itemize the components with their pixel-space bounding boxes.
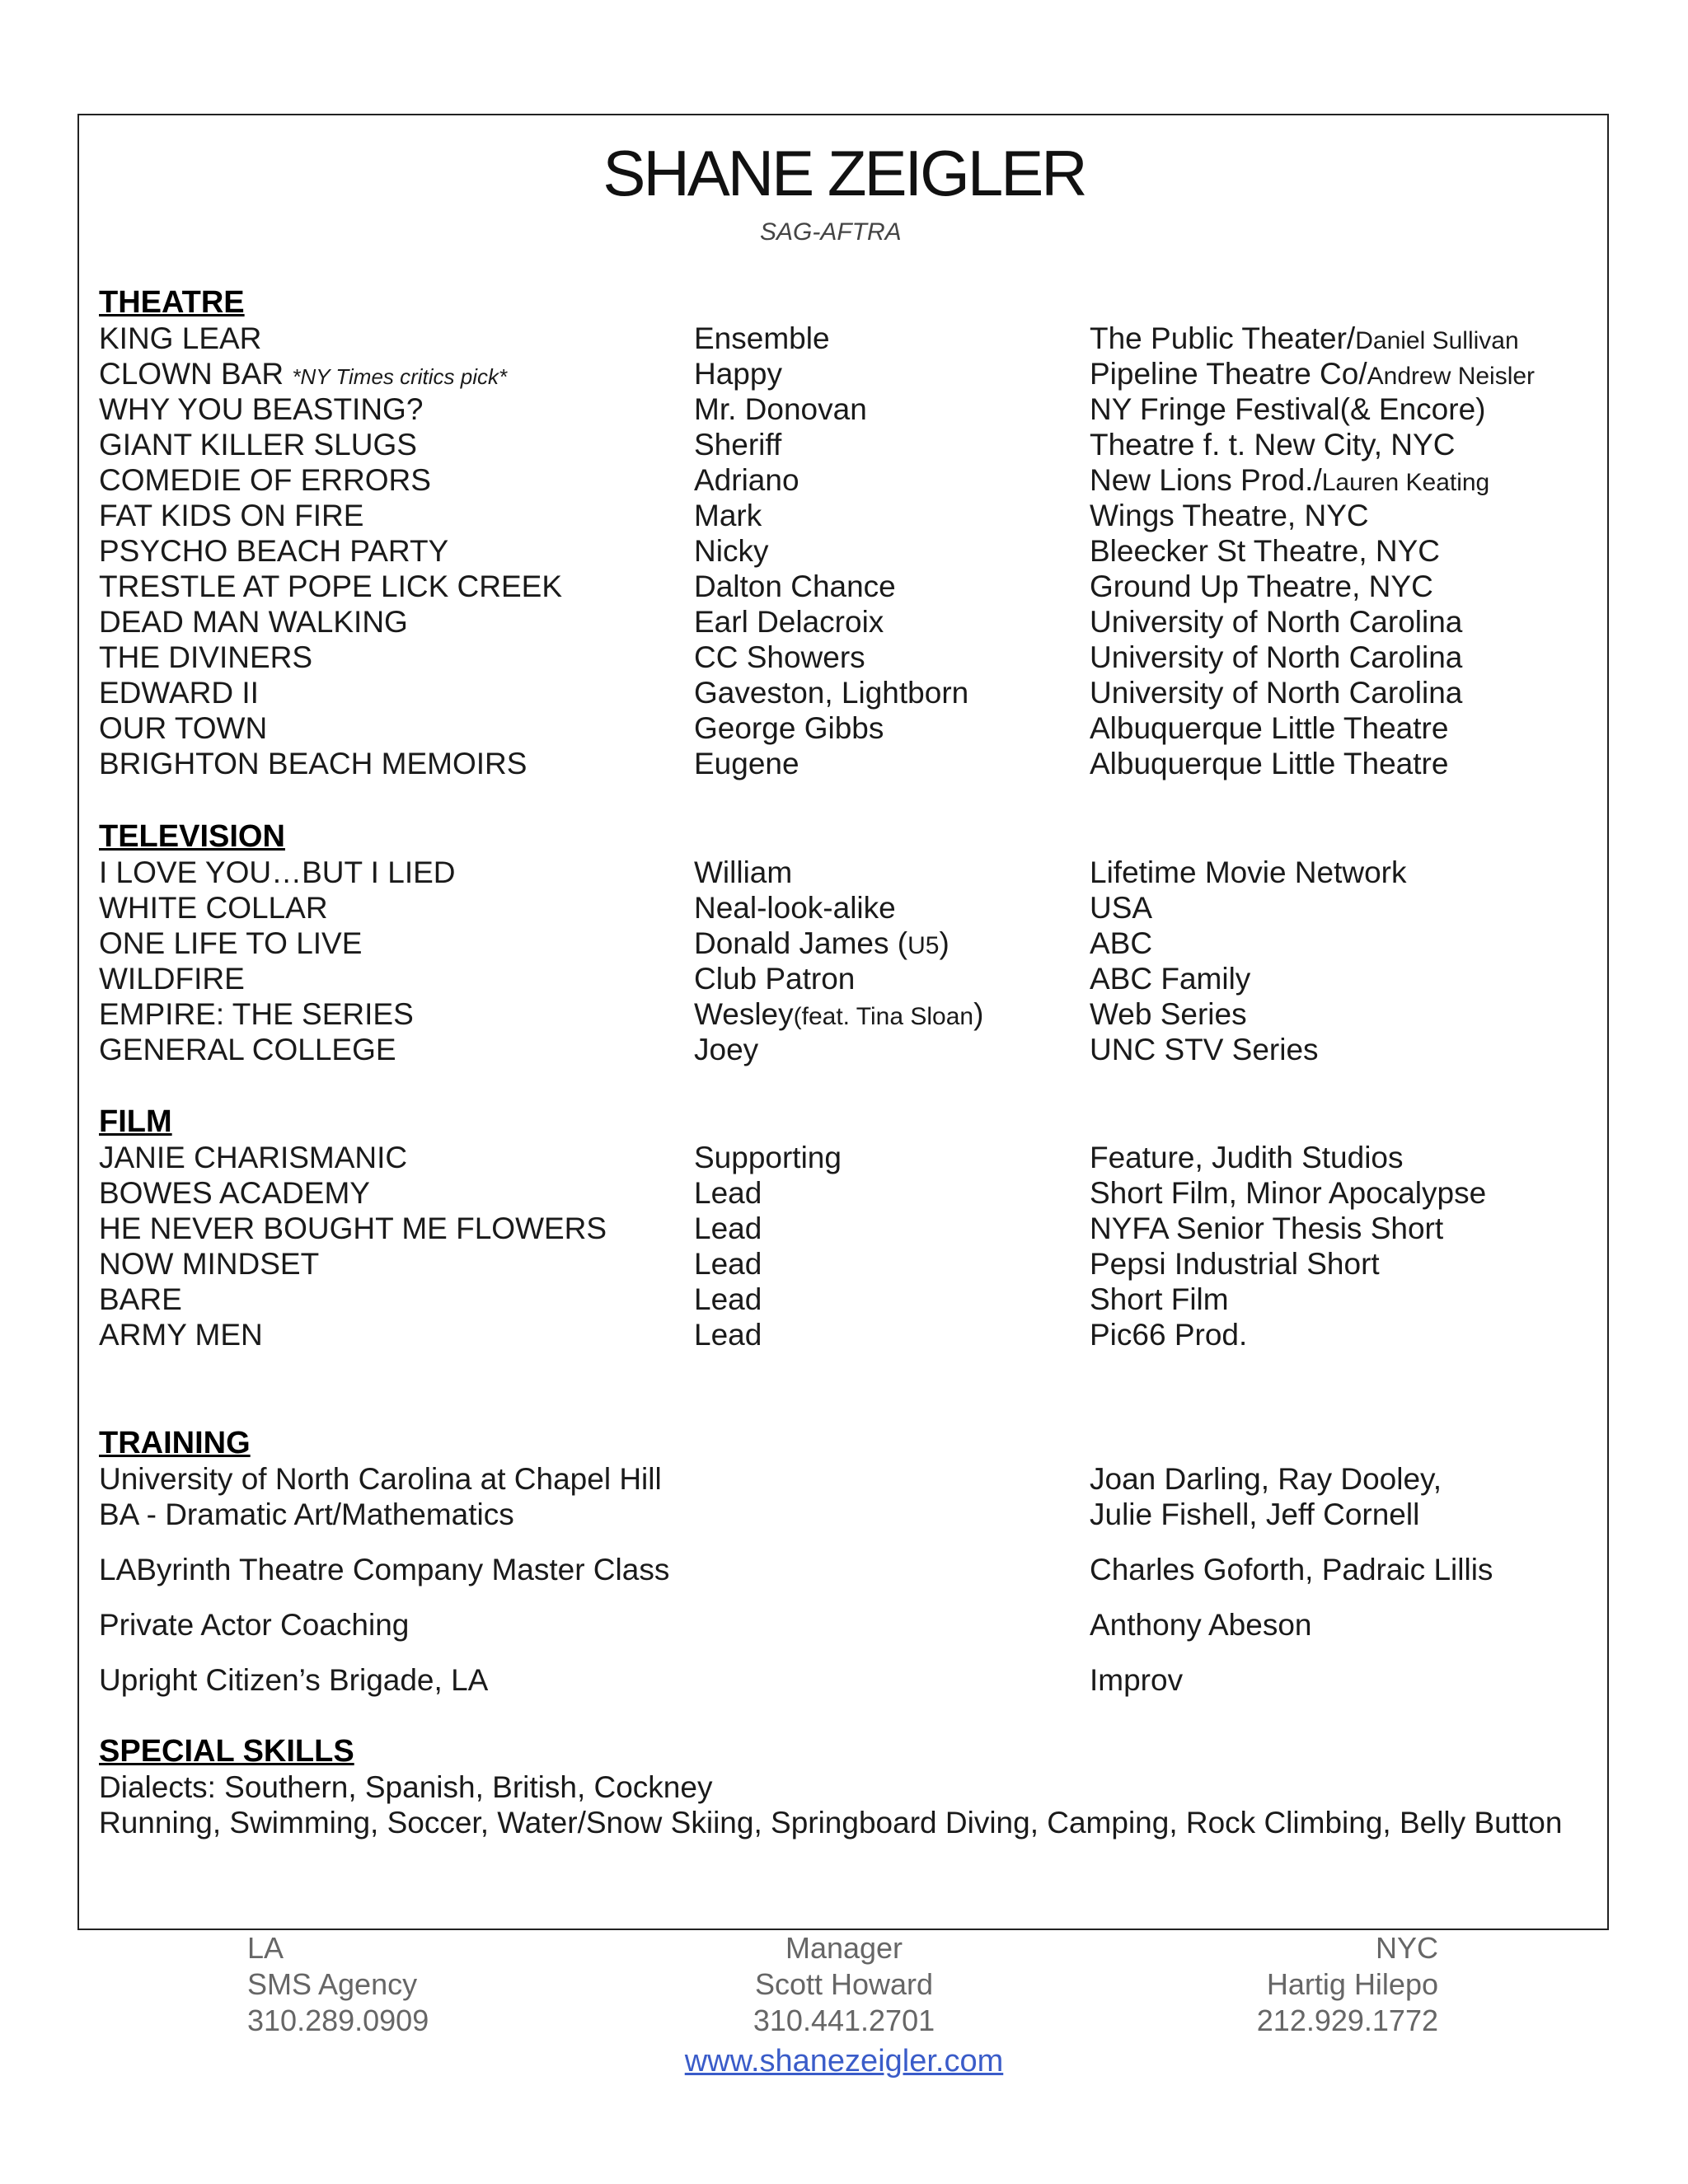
theatre-heading: THEATRE — [99, 285, 245, 320]
role-close: ) — [973, 997, 984, 1031]
credit-title: KING LEAR — [99, 321, 262, 355]
credit-role: Neal-look-alike — [694, 891, 896, 925]
credit-title: HE NEVER BOUGHT ME FLOWERS — [99, 1212, 607, 1245]
credit-row — [0, 1175, 1688, 1212]
credit-title: WHY YOU BEASTING? — [99, 392, 424, 426]
credit-venue: University of North Carolina — [1090, 640, 1463, 674]
credit-row — [0, 498, 1688, 534]
credit-title: PSYCHO BEACH PARTY — [99, 534, 449, 568]
credit-venue: USA — [1090, 891, 1153, 925]
credit-role: Eugene — [694, 747, 799, 780]
union-affiliation: SAG-AFTRA — [760, 218, 902, 246]
role-note: (feat. Tina Sloan — [793, 1003, 974, 1030]
skills-dialects: Dialects: Southern, Spanish, British, Cockney — [99, 1770, 713, 1804]
credit-role: Joey — [694, 1033, 759, 1066]
credit-venue: Bleecker St Theatre, NYC — [1090, 534, 1440, 568]
credit-venue: NY Fringe Festival(& Encore) — [1090, 392, 1486, 426]
footer-label: LA — [247, 1931, 284, 1965]
credit-title: ARMY MEN — [99, 1318, 263, 1352]
credit-title: JANIE CHARISMANIC — [99, 1141, 408, 1174]
credit-role: Mr. Donovan — [694, 392, 867, 426]
credit-venue: Web Series — [1090, 997, 1247, 1031]
credit-role: Gaveston, Lightborn — [694, 676, 969, 710]
footer-phone: 310.289.0909 — [247, 2004, 429, 2037]
credit-role: Happy — [694, 357, 782, 391]
credit-row — [0, 890, 1688, 926]
training-teachers: Charles Goforth, Padraic Lillis — [1090, 1553, 1493, 1586]
role-close: ) — [939, 926, 950, 960]
credit-role: CC Showers — [694, 640, 865, 674]
credit-title: WHITE COLLAR — [99, 891, 328, 925]
credit-role: Adriano — [694, 463, 799, 497]
footer-manager-contact — [679, 1930, 1009, 2039]
director-name: Lauren Keating — [1321, 469, 1490, 496]
actor-name: SHANE ZEIGLER — [603, 137, 1085, 209]
skills-line — [0, 1805, 1688, 1841]
venue-name: Pipeline Theatre Co/ — [1090, 357, 1367, 391]
director-name: Andrew Neisler — [1367, 363, 1536, 390]
role-note: U5 — [907, 932, 940, 959]
credit-role: George Gibbs — [694, 711, 884, 745]
credit-venue: Pepsi Industrial Short — [1090, 1247, 1380, 1281]
footer-label: NYC — [1375, 1931, 1438, 1965]
training-row — [0, 1607, 1688, 1643]
credit-title: THE DIVINERS — [99, 640, 313, 674]
training-school: University of North Carolina at Chapel Hill — [99, 1462, 662, 1496]
credit-role: William — [694, 855, 793, 889]
credit-row — [0, 1032, 1688, 1068]
credit-row — [0, 604, 1688, 640]
credit-row — [0, 1211, 1688, 1247]
credit-role: Supporting — [694, 1141, 842, 1174]
credit-title: GENERAL COLLEGE — [99, 1033, 396, 1066]
training-teachers: Anthony Abeson — [1090, 1608, 1312, 1642]
credit-venue — [1090, 321, 1519, 359]
footer-agency: SMS Agency — [247, 1967, 418, 2001]
credit-role: Mark — [694, 499, 762, 532]
footer-phone: 212.929.1772 — [1256, 2004, 1438, 2037]
credit-venue — [1090, 356, 1535, 395]
credit-title: FAT KIDS ON FIRE — [99, 499, 364, 532]
venue-name: The Public Theater/ — [1090, 321, 1356, 355]
credit-title: BRIGHTON BEACH MEMOIRS — [99, 747, 528, 780]
credit-venue: Lifetime Movie Network — [1090, 855, 1407, 889]
credit-row — [0, 533, 1688, 569]
skills-heading: SPECIAL SKILLS — [99, 1734, 354, 1769]
credit-title: I LOVE YOU…BUT I LIED — [99, 855, 456, 889]
credit-title — [99, 356, 507, 395]
credit-role: Lead — [694, 1282, 762, 1316]
credit-row — [0, 996, 1688, 1033]
credit-row — [0, 855, 1688, 891]
credit-role: Nicky — [694, 534, 769, 568]
credit-title: BARE — [99, 1282, 182, 1316]
credit-title: WILDFIRE — [99, 962, 245, 996]
credit-venue: Albuquerque Little Theatre — [1090, 711, 1449, 745]
footer-la-contact — [247, 1930, 429, 2039]
critics-pick-note: *NY Times critics pick* — [292, 364, 508, 389]
footer-agency: Hartig Hilepo — [1266, 1967, 1438, 2001]
training-heading: TRAINING — [99, 1426, 251, 1460]
credit-venue: Albuquerque Little Theatre — [1090, 747, 1449, 780]
credit-row — [0, 569, 1688, 605]
credit-role: Dalton Chance — [694, 569, 896, 603]
credit-row — [0, 462, 1688, 499]
credit-venue: Pic66 Prod. — [1090, 1318, 1248, 1352]
credit-title: NOW MINDSET — [99, 1247, 320, 1281]
credit-title: EMPIRE: THE SERIES — [99, 997, 414, 1031]
credit-role: Lead — [694, 1247, 762, 1281]
title-text: CLOWN BAR — [99, 357, 293, 391]
credit-title: TRESTLE AT POPE LICK CREEK — [99, 569, 563, 603]
training-row — [0, 1461, 1688, 1497]
credit-venue: ABC — [1090, 926, 1153, 960]
credit-venue: ABC Family — [1090, 962, 1251, 996]
credit-role: Earl Delacroix — [694, 605, 884, 639]
credit-row — [0, 1282, 1688, 1318]
footer-label: Manager — [785, 1931, 903, 1965]
film-heading: FILM — [99, 1104, 172, 1139]
credit-title: DEAD MAN WALKING — [99, 605, 408, 639]
credit-row — [0, 427, 1688, 463]
credit-venue: Theatre f. t. New City, NYC — [1090, 428, 1456, 462]
footer-agency: Scott Howard — [754, 1967, 934, 2001]
credit-venue — [1090, 462, 1489, 501]
training-teachers: Improv — [1090, 1663, 1184, 1697]
credit-role: Lead — [694, 1318, 762, 1352]
credit-role: Sheriff — [694, 428, 782, 462]
training-row — [0, 1552, 1688, 1588]
credit-venue: University of North Carolina — [1090, 605, 1463, 639]
credit-row — [0, 746, 1688, 782]
training-school: BA - Dramatic Art/Mathematics — [99, 1497, 514, 1531]
credit-row — [0, 926, 1688, 962]
credit-title: ONE LIFE TO LIVE — [99, 926, 363, 960]
footer-nyc-contact — [1191, 1930, 1438, 2039]
role-name: Wesley — [694, 997, 794, 1031]
television-heading: TELEVISION — [99, 819, 285, 854]
credit-row — [0, 710, 1688, 747]
credit-row — [0, 356, 1688, 392]
training-school: Upright Citizen’s Brigade, LA — [99, 1663, 489, 1697]
credit-role — [694, 996, 983, 1035]
credit-title: GIANT KILLER SLUGS — [99, 428, 417, 462]
credit-title: OUR TOWN — [99, 711, 268, 745]
training-school: Private Actor Coaching — [99, 1608, 410, 1642]
credit-role: Club Patron — [694, 962, 856, 996]
credit-role: Lead — [694, 1176, 762, 1210]
credit-role — [694, 926, 950, 964]
training-school: LAByrinth Theatre Company Master Class — [99, 1553, 670, 1586]
training-row — [0, 1662, 1688, 1699]
credit-row — [0, 321, 1688, 357]
role-name: Donald James ( — [694, 926, 908, 960]
credit-row — [0, 675, 1688, 711]
credit-title: BOWES ACADEMY — [99, 1176, 370, 1210]
credit-row — [0, 391, 1688, 428]
credit-row — [0, 1246, 1688, 1282]
credit-venue: NYFA Senior Thesis Short — [1090, 1212, 1444, 1245]
credit-venue: Short Film, Minor Apocalypse — [1090, 1176, 1487, 1210]
credit-venue: Feature, Judith Studios — [1090, 1141, 1404, 1174]
credit-row — [0, 640, 1688, 676]
credit-row — [0, 1140, 1688, 1176]
credit-title: EDWARD II — [99, 676, 259, 710]
credit-title: COMEDIE OF ERRORS — [99, 463, 431, 497]
venue-name: New Lions Prod./ — [1090, 463, 1322, 497]
footer-phone: 310.441.2701 — [753, 2004, 935, 2037]
skills-activities: Running, Swimming, Soccer, Water/Snow Skiing, Springboard Diving, Camping, Rock Climbing, Belly Button — [99, 1806, 1563, 1840]
skills-line — [0, 1769, 1688, 1806]
credit-venue: Ground Up Theatre, NYC — [1090, 569, 1433, 603]
director-name: Daniel Sullivan — [1355, 327, 1519, 354]
website-link[interactable]: www.shanezeigler.com — [684, 2044, 1004, 2079]
training-row — [0, 1497, 1688, 1533]
credit-row — [0, 961, 1688, 997]
credit-venue: Short Film — [1090, 1282, 1229, 1316]
credit-venue: University of North Carolina — [1090, 676, 1463, 710]
credit-venue: UNC STV Series — [1090, 1033, 1319, 1066]
training-teachers: Julie Fishell, Jeff Cornell — [1090, 1497, 1420, 1531]
training-teachers: Joan Darling, Ray Dooley, — [1090, 1462, 1442, 1496]
credit-venue: Wings Theatre, NYC — [1090, 499, 1369, 532]
credit-role: Lead — [694, 1212, 762, 1245]
credit-role: Ensemble — [694, 321, 830, 355]
credit-row — [0, 1317, 1688, 1353]
